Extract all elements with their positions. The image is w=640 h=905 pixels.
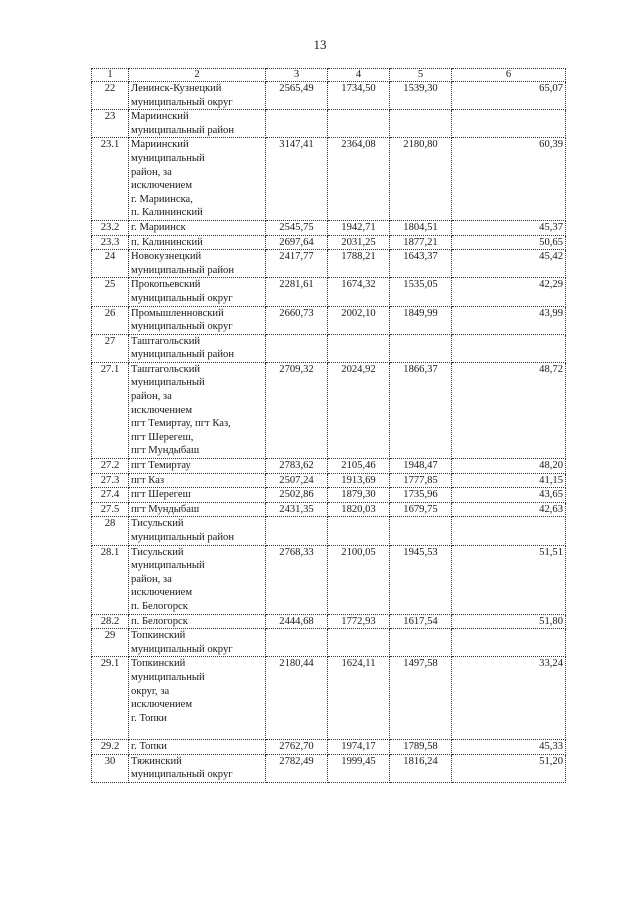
row-number-cell: 25 — [92, 278, 129, 306]
row-number-cell: 23.3 — [92, 235, 129, 250]
row-number-cell: 27.2 — [92, 459, 129, 474]
column-header: 6 — [452, 69, 566, 82]
value-col4-cell: 2105,46 — [328, 459, 390, 474]
table-row — [92, 739, 566, 754]
value-col4-cell: 2364,08 — [328, 138, 390, 221]
municipality-name-cell: пгт Темиртау — [129, 459, 266, 474]
value-col5-cell: 1877,21 — [390, 235, 452, 250]
value-col6-cell: 48,20 — [452, 459, 566, 474]
table-row — [92, 459, 566, 474]
table-row — [92, 362, 566, 458]
row-number-cell: 27.4 — [92, 488, 129, 503]
value-col4-cell: 2031,25 — [328, 235, 390, 250]
row-number-cell: 29 — [92, 629, 129, 657]
table-row — [92, 306, 566, 334]
value-col3-cell: 2783,62 — [266, 459, 328, 474]
value-col6-cell: 42,63 — [452, 502, 566, 517]
value-col4-cell — [328, 334, 390, 362]
value-col5-cell: 1643,37 — [390, 250, 452, 278]
municipality-name-cell: Таштагольский муниципальный район — [129, 334, 266, 362]
value-col5-cell: 1866,37 — [390, 362, 452, 458]
value-col3-cell: 2431,35 — [266, 502, 328, 517]
table-row — [92, 754, 566, 782]
row-number-cell: 27.1 — [92, 362, 129, 458]
column-header: 1 — [92, 69, 129, 82]
municipality-name-cell: Тисульский муниципальный район, за исключением п. Белогорск — [129, 545, 266, 614]
value-col6-cell — [452, 110, 566, 138]
table-row — [92, 110, 566, 138]
row-number-cell: 28 — [92, 517, 129, 545]
municipality-name-cell: Тисульский муниципальный район — [129, 517, 266, 545]
value-col6-cell: 45,33 — [452, 739, 566, 754]
value-col3-cell: 2709,32 — [266, 362, 328, 458]
municipality-name-cell: г. Мариинск — [129, 220, 266, 235]
value-col3-cell: 2281,61 — [266, 278, 328, 306]
value-col6-cell — [452, 334, 566, 362]
value-col3-cell: 2444,68 — [266, 614, 328, 629]
value-col4-cell: 1674,32 — [328, 278, 390, 306]
value-col6-cell: 51,20 — [452, 754, 566, 782]
value-col4-cell — [328, 110, 390, 138]
value-col4-cell: 2024,92 — [328, 362, 390, 458]
value-col5-cell: 1539,30 — [390, 82, 452, 110]
value-col3-cell: 2545,75 — [266, 220, 328, 235]
municipality-name-cell: Промышленновский муниципальный округ — [129, 306, 266, 334]
row-number-cell: 28.1 — [92, 545, 129, 614]
value-col5-cell: 1945,53 — [390, 545, 452, 614]
value-col6-cell — [452, 517, 566, 545]
row-number-cell: 23.1 — [92, 138, 129, 221]
column-header: 3 — [266, 69, 328, 82]
row-number-cell: 29.2 — [92, 739, 129, 754]
value-col5-cell: 1497,58 — [390, 657, 452, 740]
value-col5-cell: 1535,05 — [390, 278, 452, 306]
municipality-name-cell: Топкинский муниципальный округ, за исключением г. Топки — [129, 657, 266, 740]
row-number-cell: 27 — [92, 334, 129, 362]
value-col5-cell: 2180,80 — [390, 138, 452, 221]
value-col4-cell — [328, 629, 390, 657]
row-number-cell: 29.1 — [92, 657, 129, 740]
value-col4-cell: 1913,69 — [328, 473, 390, 488]
value-col4-cell: 1974,17 — [328, 739, 390, 754]
value-col5-cell: 1804,51 — [390, 220, 452, 235]
value-col3-cell: 2502,86 — [266, 488, 328, 503]
column-header: 5 — [390, 69, 452, 82]
value-col4-cell: 2100,05 — [328, 545, 390, 614]
municipality-name-cell: Ленинск-Кузнецкий муниципальный округ — [129, 82, 266, 110]
row-number-cell: 23.2 — [92, 220, 129, 235]
value-col4-cell: 1624,11 — [328, 657, 390, 740]
municipality-name-cell: пгт Мундыбаш — [129, 502, 266, 517]
table-row — [92, 235, 566, 250]
municipality-name-cell: Прокопьевский муниципальный округ — [129, 278, 266, 306]
municipality-name-cell: Топкинский муниципальный округ — [129, 629, 266, 657]
value-col6-cell: 65,07 — [452, 82, 566, 110]
table-header-row — [92, 69, 566, 82]
row-number-cell: 27.3 — [92, 473, 129, 488]
value-col5-cell — [390, 334, 452, 362]
value-col6-cell: 48,72 — [452, 362, 566, 458]
value-col6-cell: 60,39 — [452, 138, 566, 221]
value-col6-cell: 42,29 — [452, 278, 566, 306]
municipality-name-cell: Новокузнецкий муниципальный район — [129, 250, 266, 278]
value-col3-cell: 2660,73 — [266, 306, 328, 334]
value-col5-cell: 1948,47 — [390, 459, 452, 474]
value-col4-cell: 1788,21 — [328, 250, 390, 278]
value-col6-cell: 51,80 — [452, 614, 566, 629]
value-col6-cell: 41,15 — [452, 473, 566, 488]
row-number-cell: 30 — [92, 754, 129, 782]
value-col5-cell — [390, 110, 452, 138]
value-col6-cell: 33,24 — [452, 657, 566, 740]
value-col3-cell: 2697,64 — [266, 235, 328, 250]
value-col4-cell: 2002,10 — [328, 306, 390, 334]
value-col5-cell — [390, 517, 452, 545]
value-col3-cell — [266, 517, 328, 545]
table-row — [92, 502, 566, 517]
row-number-cell: 28.2 — [92, 614, 129, 629]
value-col4-cell: 1772,93 — [328, 614, 390, 629]
table-row — [92, 220, 566, 235]
value-col5-cell: 1789,58 — [390, 739, 452, 754]
municipality-name-cell: п. Калининский — [129, 235, 266, 250]
value-col4-cell — [328, 517, 390, 545]
value-col4-cell: 1734,50 — [328, 82, 390, 110]
table-row — [92, 614, 566, 629]
table-row — [92, 517, 566, 545]
column-header: 4 — [328, 69, 390, 82]
table-row — [92, 138, 566, 221]
value-col3-cell: 2768,33 — [266, 545, 328, 614]
value-col6-cell: 43,65 — [452, 488, 566, 503]
value-col4-cell: 1942,71 — [328, 220, 390, 235]
value-col5-cell: 1777,85 — [390, 473, 452, 488]
value-col3-cell: 3147,41 — [266, 138, 328, 221]
value-col3-cell — [266, 110, 328, 138]
value-col6-cell — [452, 629, 566, 657]
value-col6-cell: 50,65 — [452, 235, 566, 250]
value-col3-cell: 2180,44 — [266, 657, 328, 740]
table-row — [92, 473, 566, 488]
row-number-cell: 27.5 — [92, 502, 129, 517]
value-col6-cell: 45,42 — [452, 250, 566, 278]
table-row — [92, 545, 566, 614]
value-col3-cell — [266, 334, 328, 362]
row-number-cell: 23 — [92, 110, 129, 138]
municipality-name-cell: пгт Шерегеш — [129, 488, 266, 503]
value-col4-cell: 1999,45 — [328, 754, 390, 782]
municipality-name-cell: Тяжинский муниципальный округ — [129, 754, 266, 782]
data-table — [91, 68, 566, 783]
value-col4-cell: 1879,30 — [328, 488, 390, 503]
table-row — [92, 278, 566, 306]
value-col5-cell: 1735,96 — [390, 488, 452, 503]
value-col6-cell: 43,99 — [452, 306, 566, 334]
value-col3-cell: 2565,49 — [266, 82, 328, 110]
table-row — [92, 334, 566, 362]
municipality-name-cell: Мариинский муниципальный район, за исключением г. Мариинска, п. Калининский — [129, 138, 266, 221]
value-col3-cell — [266, 629, 328, 657]
value-col5-cell: 1617,54 — [390, 614, 452, 629]
row-number-cell: 22 — [92, 82, 129, 110]
row-number-cell: 24 — [92, 250, 129, 278]
municipality-name-cell: п. Белогорск — [129, 614, 266, 629]
row-number-cell: 26 — [92, 306, 129, 334]
table-row — [92, 250, 566, 278]
value-col5-cell: 1849,99 — [390, 306, 452, 334]
table-row — [92, 82, 566, 110]
table-row — [92, 488, 566, 503]
value-col6-cell: 45,37 — [452, 220, 566, 235]
value-col3-cell: 2507,24 — [266, 473, 328, 488]
value-col4-cell: 1820,03 — [328, 502, 390, 517]
value-col3-cell: 2782,49 — [266, 754, 328, 782]
table-row — [92, 629, 566, 657]
municipality-name-cell: Мариинский муниципальный район — [129, 110, 266, 138]
value-col3-cell: 2417,77 — [266, 250, 328, 278]
value-col5-cell: 1816,24 — [390, 754, 452, 782]
value-col3-cell: 2762,70 — [266, 739, 328, 754]
page-number: 13 — [313, 37, 327, 52]
table-row — [92, 657, 566, 740]
value-col6-cell: 51,51 — [452, 545, 566, 614]
municipality-name-cell: пгт Каз — [129, 473, 266, 488]
value-col5-cell — [390, 629, 452, 657]
value-col5-cell: 1679,75 — [390, 502, 452, 517]
municipality-name-cell: Таштагольский муниципальный район, за исключением пгт Темиртау, пгт Каз, пгт Шерегеш, пгт Мундыбаш — [129, 362, 266, 458]
municipality-name-cell: г. Топки — [129, 739, 266, 754]
column-header: 2 — [129, 69, 266, 82]
